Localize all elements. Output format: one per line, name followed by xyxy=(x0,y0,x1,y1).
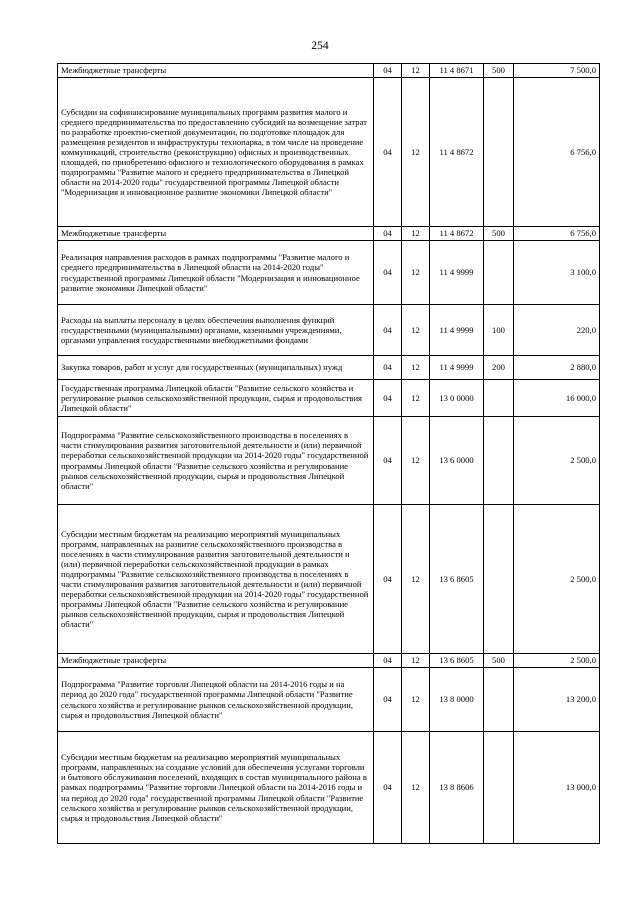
row-name: Субсидии местным бюджетам на реализацию мероприятий муниципальных программ, направленных на создание условий для обеспечения услугами торговли и бытового обслуживания поселений, входящих в состав муниципального района в рамках подпрограммы "Развитие торговли Липецкой области на 2014-2016 годы и на период до 2020 года" государственной программы Липецкой области "Развитие сельского хозяйства и регулирование рынков сельскохозяйственной продукции, сырья и продовольствия Липецкой области" xyxy=(58,732,374,844)
row-amount: 13 000,0 xyxy=(514,732,600,844)
row-section: 04 xyxy=(374,305,402,356)
row-amount: 13 200,0 xyxy=(514,668,600,732)
row-expense-type xyxy=(484,380,514,417)
row-expense-type xyxy=(484,241,514,305)
row-subsection: 12 xyxy=(402,78,430,227)
row-amount: 6 756,0 xyxy=(514,78,600,227)
row-amount: 2 500,0 xyxy=(514,654,600,668)
row-section: 04 xyxy=(374,241,402,305)
table-row xyxy=(58,241,600,305)
row-expense-type: 200 xyxy=(484,356,514,380)
row-expense-type xyxy=(484,505,514,654)
row-target-code: 13 8 0000 xyxy=(430,668,484,732)
row-amount: 16 000,0 xyxy=(514,380,600,417)
row-name: Государственная программа Липецкой области "Развитие сельского хозяйства и регулирование рынков сельскохозяйственной продукции, сырья и продовольствия Липецкой области" xyxy=(58,380,374,417)
row-name: Межбюджетные трансферты xyxy=(58,654,374,668)
table-row xyxy=(58,505,600,654)
row-section: 04 xyxy=(374,668,402,732)
row-subsection: 12 xyxy=(402,241,430,305)
row-expense-type xyxy=(484,78,514,227)
row-subsection: 12 xyxy=(402,64,430,78)
row-section: 04 xyxy=(374,64,402,78)
table-row xyxy=(58,227,600,241)
row-target-code: 13 6 8605 xyxy=(430,654,484,668)
row-expense-type: 100 xyxy=(484,305,514,356)
row-target-code: 11 4 9999 xyxy=(430,305,484,356)
table-row xyxy=(58,380,600,417)
row-amount: 3 100,0 xyxy=(514,241,600,305)
row-target-code: 13 6 0000 xyxy=(430,417,484,505)
row-name: Расходы на выплаты персоналу в целях обеспечения выполнения функций государственными (муниципальными) органами, казенными учреждениями, органами управления государственными внебюджетными фондами xyxy=(58,305,374,356)
row-target-code: 13 8 8606 xyxy=(430,732,484,844)
row-section: 04 xyxy=(374,380,402,417)
row-target-code: 11 4 8671 xyxy=(430,64,484,78)
row-subsection: 12 xyxy=(402,417,430,505)
row-section: 04 xyxy=(374,356,402,380)
row-name: Подпрограмма "Развитие сельскохозяйственного производства в поселениях в части стимулирования развития заготовительной деятельности и (или) первичной переработки сельскохозяйственной продукции на 2014-2020 годы" государственной программы Липецкой области "Развитие сельского хозяйства и регулирование рынков сельскохозяйственной продукции, сырья и продовольствия Липецкой области" xyxy=(58,417,374,505)
table-row xyxy=(58,732,600,844)
row-name: Субсидии на софинансирование муниципальных программ развития малого и среднего предпринимательства по предоставлению субсидий на возмещение затрат по разработке проектно-сметной документации, по подготовке площадок для размещения резидентов и инфраструктуры технопарка, в том числе на проведение коммуникаций, строительство (реконструкцию) офисных и производственных площадей, по приобретению офисного и технологического оборудования в рамках подпрограммы "Развитие малого и среднего предпринимательства в Липецкой области на 2014-2020 годы" государственной программы Липецкой области "Модернизация и инновационное развитие экономики Липецкой области" xyxy=(58,78,374,227)
table-row xyxy=(58,356,600,380)
row-section: 04 xyxy=(374,654,402,668)
row-subsection: 12 xyxy=(402,356,430,380)
row-name: Реализация направления расходов в рамках подпрограммы "Развитие малого и среднего предпринимательства в Липецкой области на 2014-2020 годы" государственной программы Липецкой области "Модернизация и инновационное развитие экономики Липецкой области" xyxy=(58,241,374,305)
row-target-code: 11 4 8672 xyxy=(430,227,484,241)
budget-table-body xyxy=(58,64,600,844)
row-section: 04 xyxy=(374,732,402,844)
row-target-code: 11 4 9999 xyxy=(430,356,484,380)
row-amount: 2 880,0 xyxy=(514,356,600,380)
table-row xyxy=(58,305,600,356)
row-subsection: 12 xyxy=(402,305,430,356)
table-row xyxy=(58,668,600,732)
row-expense-type xyxy=(484,417,514,505)
row-name: Субсидии местным бюджетам на реализацию мероприятий муниципальных программ, направленных на развитие сельскохозяйственного производства в поселениях в части стимулирования развития заготовительной деятельности и (или) первичной переработки сельскохозяйственной продукции в рамках подпрограммы "Развитие сельскохозяйственного производства в поселениях в части стимулирования развития заготовительной деятельности и (или) первичной переработки сельскохозяйственной продукции на 2014-2020 годы" государственной программы Липецкой области "Развитие сельского хозяйства и регулирование рынков сельскохозяйственной продукции, сырья и продовольствия Липецкой области" xyxy=(58,505,374,654)
budget-table xyxy=(57,63,600,844)
row-subsection: 12 xyxy=(402,505,430,654)
row-name: Межбюджетные трансферты xyxy=(58,64,374,78)
row-expense-type xyxy=(484,668,514,732)
row-section: 04 xyxy=(374,505,402,654)
row-expense-type: 500 xyxy=(484,227,514,241)
row-amount: 6 756,0 xyxy=(514,227,600,241)
row-amount: 2 500,0 xyxy=(514,417,600,505)
row-expense-type xyxy=(484,732,514,844)
row-target-code: 11 4 9999 xyxy=(430,241,484,305)
row-target-code: 13 0 0000 xyxy=(430,380,484,417)
table-row xyxy=(58,654,600,668)
row-expense-type: 500 xyxy=(484,64,514,78)
table-row xyxy=(58,64,600,78)
row-expense-type: 500 xyxy=(484,654,514,668)
row-section: 04 xyxy=(374,227,402,241)
row-name: Закупка товаров, работ и услуг для государственных (муниципальных) нужд xyxy=(58,356,374,380)
row-subsection: 12 xyxy=(402,732,430,844)
page-number: 254 xyxy=(311,40,329,52)
row-subsection: 12 xyxy=(402,380,430,417)
row-amount: 220,0 xyxy=(514,305,600,356)
row-subsection: 12 xyxy=(402,654,430,668)
table-row xyxy=(58,417,600,505)
row-subsection: 12 xyxy=(402,668,430,732)
row-target-code: 13 6 8605 xyxy=(430,505,484,654)
row-subsection: 12 xyxy=(402,227,430,241)
row-target-code: 11 4 8672 xyxy=(430,78,484,227)
row-name: Подпрограмма "Развитие торговли Липецкой области на 2014-2016 годы и на период до 2020 года" государственной программы Липецкой области "Развитие сельского хозяйства и регулирование рынков сельскохозяйственной продукции, сырья и продовольствия Липецкой области" xyxy=(58,668,374,732)
row-section: 04 xyxy=(374,78,402,227)
row-section: 04 xyxy=(374,417,402,505)
table-row xyxy=(58,78,600,227)
row-name: Межбюджетные трансферты xyxy=(58,227,374,241)
row-amount: 7 500,0 xyxy=(514,64,600,78)
row-amount: 2 500,0 xyxy=(514,505,600,654)
